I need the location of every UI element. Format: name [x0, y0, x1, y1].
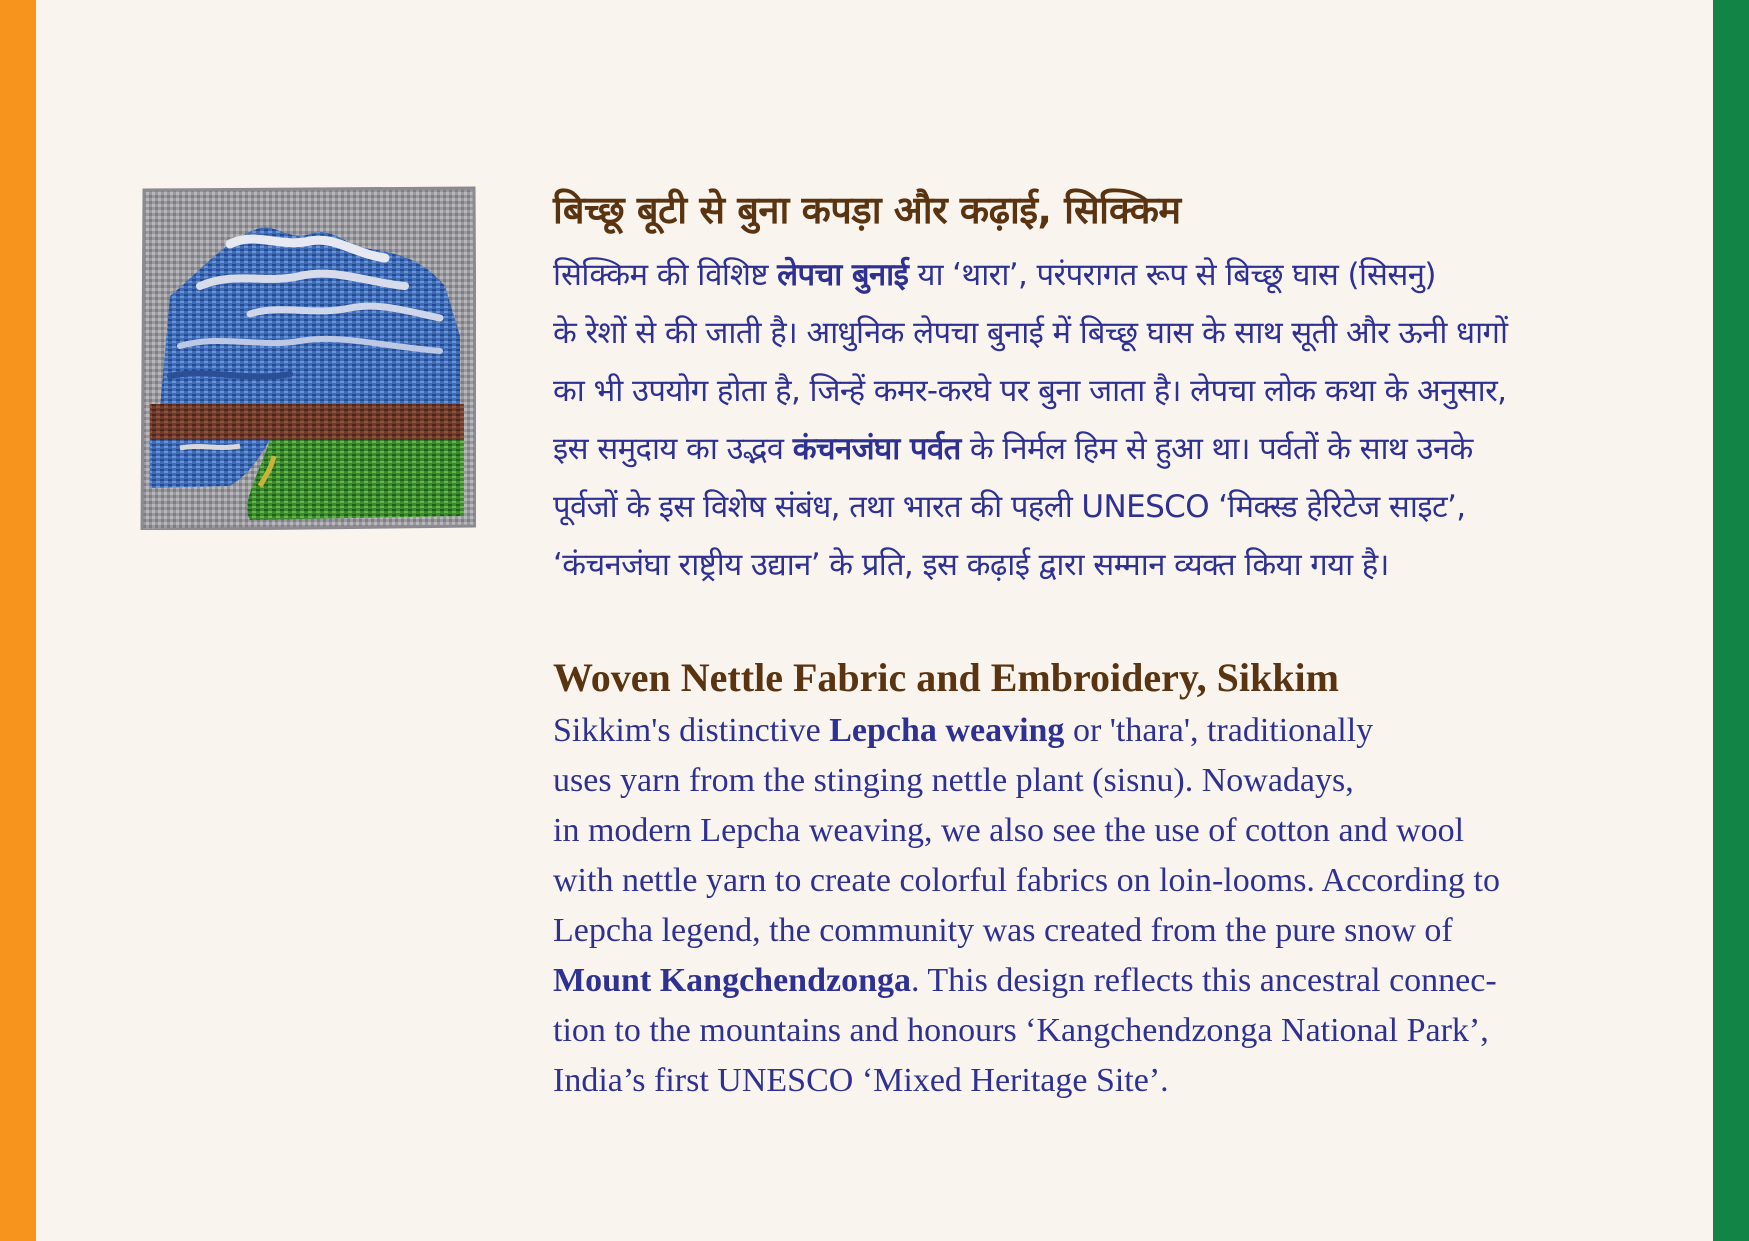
hindi-paragraph — [553, 246, 1603, 594]
english-line: India’s first UNESCO ‘Mixed Heritage Site’. — [553, 1062, 1169, 1099]
left-orange-band — [0, 0, 36, 1241]
hindi-line: पूर्वजों के इस विशेष संबंध, तथा भारत की पहली UNESCO ‘मिक्स्ड हेरिटेज साइट’, — [553, 489, 1466, 525]
hindi-title: बिच्छू बूटी से बुना कपड़ा और कढ़ाई, सिक्किम — [553, 188, 1181, 232]
text-content — [553, 186, 1603, 1106]
hindi-line: के रेशों से की जाती है। आधुनिक लेपचा बुनाई में बिच्छू घास के साथ सूती और ऊनी धागों — [553, 315, 1508, 351]
hindi-line: ‘कंचनजंघा राष्ट्रीय उद्यान’ के प्रति, इस कढ़ाई द्वारा सम्मान व्यक्त किया गया है। — [553, 547, 1389, 583]
hindi-highlight-lepcha: लेपचा बुनाई — [777, 257, 909, 293]
embroidered-mountain-artwork — [140, 186, 476, 530]
right-green-band — [1713, 0, 1749, 1241]
hindi-line: सिक्किम की विशिष्ट लेपचा बुनाई या ‘थारा’, परंपरागत रूप से बिच्छू घास (सिसनु) — [553, 257, 1436, 293]
hindi-line: का भी उपयोग होता है, जिन्हें कमर-करघे पर बुना जाता है। लेपचा लोक कथा के अनुसार, — [553, 373, 1507, 409]
english-line: uses yarn from the stinging nettle plant (sisnu). Nowadays, — [553, 762, 1354, 799]
english-line: Mount Kangchendzonga. This design reflects this ancestral connec- — [553, 962, 1497, 999]
english-line: tion to the mountains and honours ‘Kangchendzonga National Park’, — [553, 1012, 1489, 1049]
english-line: Sikkim's distinctive Lepcha weaving or 'thara', traditionally — [553, 712, 1374, 749]
hindi-line: इस समुदाय का उद्भव कंचनजंघा पर्वत के निर्मल हिम से हुआ था। पर्वतों के साथ उनके — [553, 431, 1473, 467]
hindi-highlight-kanchenjunga: कंचनजंघा पर्वत — [792, 431, 961, 467]
english-line: Lepcha legend, the community was created from the pure snow of — [553, 912, 1453, 949]
english-highlight-kangchendzonga: Mount Kangchendzonga — [553, 962, 911, 999]
english-line: with nettle yarn to create colorful fabrics on loin-looms. According to — [553, 862, 1501, 899]
english-title: Woven Nettle Fabric and Embroidery, Sikkim — [553, 655, 1339, 700]
english-line: in modern Lepcha weaving, we also see the use of cotton and wool — [553, 812, 1465, 849]
english-paragraph — [553, 706, 1603, 1106]
english-highlight-lepcha: Lepcha weaving — [829, 712, 1065, 749]
